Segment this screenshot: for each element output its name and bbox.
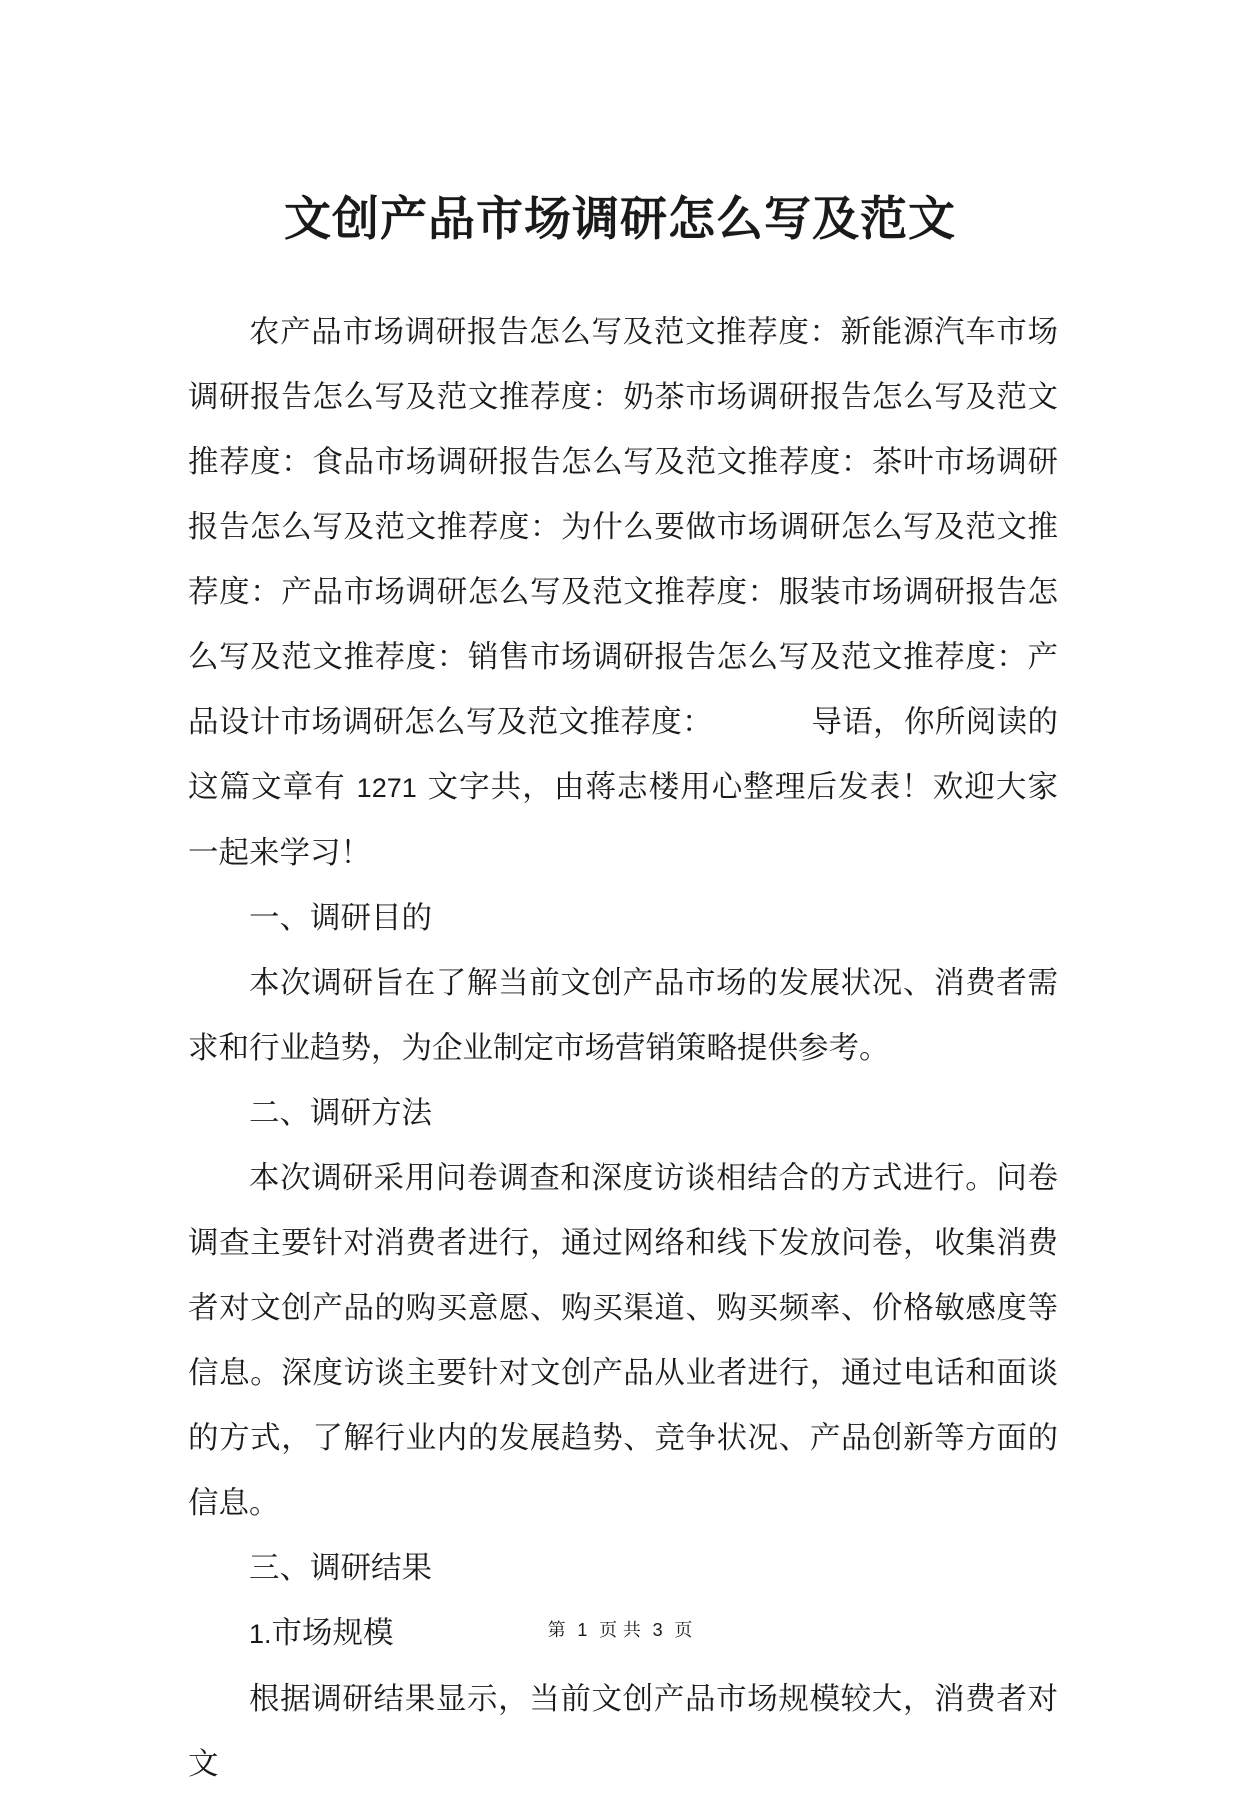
document-title: 文创产品市场调研怎么写及范文	[284, 192, 956, 247]
section-text-purpose: 本次调研旨在了解当前文创产品市场的发展状况、消费者需求和行业趋势，为企业制定市场营销策略提供参考。	[188, 966, 1058, 1066]
footer-suffix: 页	[674, 1620, 693, 1641]
section-heading-method: 二、调研方法	[249, 1096, 432, 1131]
intro-text-part2: 导语，你所阅读的这篇文章有	[188, 705, 1059, 805]
intro-paragraph	[188, 300, 1058, 886]
footer-total-pages: 3	[652, 1620, 663, 1640]
subsection-number: 1.	[249, 1619, 272, 1649]
footer-prefix: 第	[547, 1620, 566, 1641]
intro-word-count: 1271	[356, 773, 417, 803]
footer-middle: 页 共	[599, 1620, 641, 1641]
section-heading-purpose: 一、调研目的	[249, 901, 432, 936]
intro-text-part3: 文字共，由蒋志楼用心整理后发表！欢迎大家一起来学习！	[188, 770, 1059, 871]
subsection-text-market-size: 根据调研结果显示，当前文创产品市场规模较大，消费者对文	[188, 1682, 1058, 1782]
page-footer	[0, 1618, 1240, 1643]
section-text-method: 本次调研采用问卷调查和深度访谈相结合的方式进行。问卷调查主要针对消费者进行，通过网络和线下发放问卷，收集消费者对文创产品的购买意愿、购买渠道、购买频率、价格敏感度等信息。深度访谈主要针对文创产品从业者进行，通过电话和面谈的方式，了解行业内的发展趋势、竞争状况、产品创新等方面的信息。	[188, 1161, 1058, 1521]
footer-current-page: 1	[577, 1620, 588, 1640]
subsection-title: 市场规模	[271, 1616, 394, 1651]
section-heading-results: 三、调研结果	[249, 1551, 432, 1586]
document-body	[188, 300, 1058, 1797]
intro-text-part1: 农产品市场调研报告怎么写及范文推荐度：新能源汽车市场调研报告怎么写及范文推荐度：奶茶市场调研报告怎么写及范文推荐度：食品市场调研报告怎么写及范文推荐度：茶叶市场调研报告怎么写及范文推荐度：为什么要做市场调研怎么写及范文推荐度：产品市场调研怎么写及范文推荐度：服装市场调研报告怎么写及范文推荐度：销售市场调研报告怎么写及范文推荐度：产品设计市场调研怎么写及范文推荐度：	[188, 315, 1058, 740]
